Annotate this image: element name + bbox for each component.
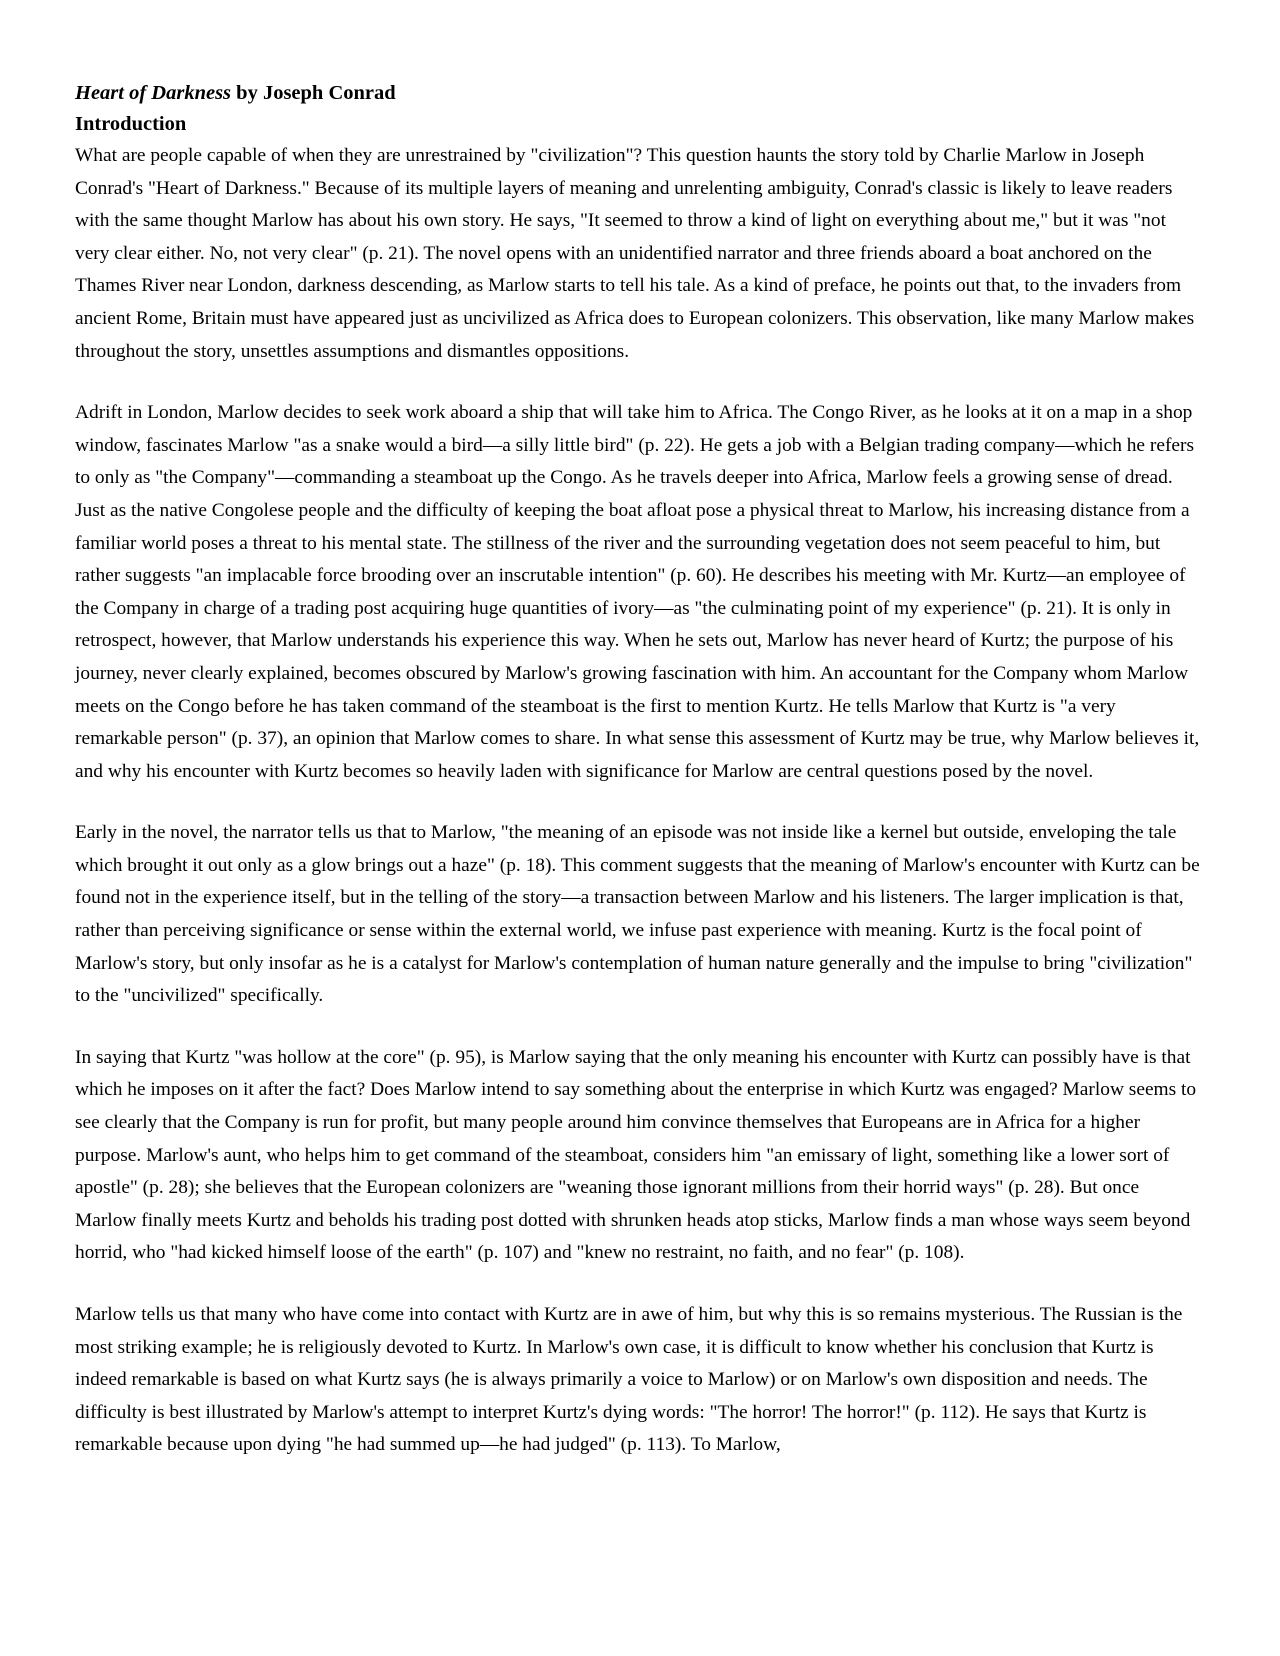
paragraph: In saying that Kurtz "was hollow at the core" (p. 95), is Marlow saying that the only meaning his encounter with Kurtz can possibly have is that which he imposes on it after the fact? Does Marlow intend to say something about the enterprise in which Kurtz was engaged? Marlow seems to see clearly that the Company is run for profit, but many people around him convince themselves that Europeans are in Africa for a higher purpose. Marlow's aunt, who helps him to get command of the steamboat, considers him "an emissary of light, something like a lower sort of apostle" (p. 28); she believes that the European colonizers are "weaning those ignorant millions from their horrid ways" (p. 28). But once Marlow finally meets Kurtz and beholds his trading post dotted with shrunken heads atop sticks, Marlow finds a man whose ways seem beyond horrid, who "had kicked himself loose of the earth" (p. 107) and "knew no restraint, no faith, and no fear" (p. 108). [75,1046,1197,1264]
author-byline: by Joseph Conrad [231,82,396,104]
paragraph: Adrift in London, Marlow decides to seek work aboard a ship that will take him to Africa. The Congo River, as he looks at it on a map in a shop window, fascinates Marlow "as a snake would a bird—a silly little bird" (p. 22). He gets a job with a Belgian trading company—which he refers to only as "the Company"—commanding a steamboat up the Congo. As he travels deeper into Africa, Marlow feels a growing sense of dread. Just as the native Congolese people and the difficulty of keeping the boat afloat pose a physical threat to Marlow, his increasing distance from a familiar world poses a threat to his mental state. The stillness of the river and the surrounding vegetation does not seem peaceful to him, but rather suggests "an implacable force brooding over an inscrutable intention" (p. 60). He describes his meeting with Mr. Kurtz—an employee of the Company in charge of a trading post acquiring huge quantities of ivory—as "the culminating point of my experience" (p. 21). It is only in retrospect, however, that Marlow understands his experience this way. When he sets out, Marlow has never heard of Kurtz; the purpose of his journey, never clearly explained, becomes obscured by Marlow's growing fascination with him. An accountant for the Company whom Marlow meets on the Congo before he has taken command of the steamboat is the first to mention Kurtz. He tells Marlow that Kurtz is "a very remarkable person" (p. 37), an opinion that Marlow comes to share. In what sense this assessment of Kurtz may be true, why Marlow believes it, and why his encounter with Kurtz becomes so heavily laden with significance for Marlow are central questions posed by the novel. [75,402,1200,782]
paragraph: What are people capable of when they are unrestrained by "civilization"? This question haunts the story told by Charlie Marlow in Joseph Conrad's "Heart of Darkness." Because of its multiple layers of meaning and unrelenting ambiguity, Conrad's classic is likely to leave readers with the same thought Marlow has about his own story. He says, "It seemed to throw a kind of light on everything about me," but it was "not very clear either. No, not very clear" (p. 21). The novel opens with an unidentified narrator and three friends aboard a boat anchored on the Thames River near London, darkness descending, as Marlow starts to tell his tale. As a kind of preface, he points out that, to the invaders from ancient Rome, Britain must have appeared just as uncivilized as Africa does to European colonizers. This observation, like many Marlow makes throughout the story, unsettles assumptions and dismantles oppositions. [75,145,1195,362]
document-page [75,78,1205,1462]
document-title [75,78,1205,109]
section-heading: Introduction [75,113,187,135]
paragraph: Marlow tells us that many who have come into contact with Kurtz are in awe of him, but why this is so remains mysterious. The Russian is the most striking example; he is religiously devoted to Kurtz. In Marlow's own case, it is difficult to know whether his conclusion that Kurtz is indeed remarkable is based on what Kurtz says (he is always primarily a voice to Marlow) or on Marlow's own disposition and needs. The difficulty is best illustrated by Marlow's attempt to interpret Kurtz's dying words: "The horror! The horror!" (p. 112). He says that Kurtz is remarkable because upon dying "he had summed up—he had judged" (p. 113). To Marlow, [75,1304,1183,1456]
paragraph: Early in the novel, the narrator tells us that to Marlow, "the meaning of an episode was not inside like a kernel but outside, enveloping the tale which brought it out only as a glow brings out a haze" (p. 18). This comment suggests that the meaning of Marlow's encounter with Kurtz can be found not in the experience itself, but in the telling of the story—a transaction between Marlow and his listeners. The larger implication is that, rather than perceiving significance or sense within the external world, we infuse past experience with meaning. Kurtz is the focal point of Marlow's story, but only insofar as he is a catalyst for Marlow's contemplation of human nature generally and the impulse to bring "civilization" to the "uncivilized" specifically. [75,822,1200,1007]
book-title: Heart of Darkness [75,82,232,104]
